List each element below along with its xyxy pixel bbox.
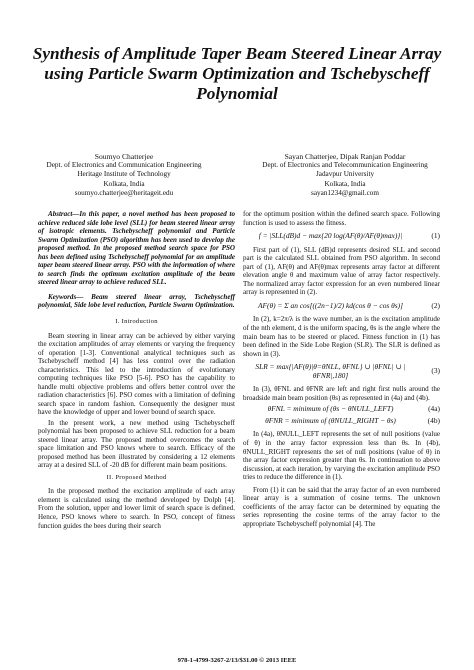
equation-3-number: (3): [431, 366, 440, 376]
author-1-city: Kolkata, India: [103, 179, 145, 188]
author-1-name: Soumyo Chatterjee: [94, 152, 154, 161]
equation-4a-body: θFNL = minimum of (θs − θNULL_LEFT): [267, 404, 394, 414]
copyright-footer: 978-1-4799-3267-2/13/$31.00 © 2013 IEEE: [177, 657, 297, 664]
abstract-text: In this paper, a novel method has been proposed to achieve reduced side lobe level (SLL) for beam steered linear array of isotropic elements. Tschebyscheff polynomial and Particle Swarm Optimization (PSO) algorithm has been used to develop the proposed method. In the proposed method search space for PSO has been defined using Tschebyscheff polynomial for an amplitude taper beam steered linear array. PSO with the information of where to search finds the optimum excitation amplitude of the beam steered linear array to achieve reduced SLL.: [38, 210, 235, 287]
equation-1-body: f = |SLL(dB)d − max{20 log(AF(θ)/AF(θ)max)}|: [258, 231, 403, 241]
intro-paragraph-2: In the present work, a new method using Tschebyscheff polynomial has been proposed to achieve SLL reduction for a beam steered linear array. The proposed method overcomes the search space limitation and PSO knows where to search. Efficacy of the proposed method has been illustrated by considering a 12 elements array at a desired SLL of -20 dB for different main beam positions.: [38, 418, 235, 470]
keywords: Keywords— Beam steered linear array, Tschebyscheff polynomial, Side lobe level reduction, Particle Swarm Optimization.: [38, 292, 236, 310]
right-paragraph-3: In (2), k=2π/λ is the wave number, an is the excitation amplitude of the nth element, d is the uniform spacing, θs is the angle where the main beam has to be steered or placed. Fitness function in (1) has been defined in the Side Lobe Region (SLR). The SLR is defined as shown in (3).: [243, 315, 440, 358]
equation-4b-number: (4b): [427, 415, 440, 425]
author-1-dept: Dept. of Electronics and Communication Engineering: [46, 161, 202, 170]
author-2-email: sayan1234@gmail.com: [311, 188, 379, 197]
author-2-name: Sayan Chatterjee, Dipak Ranjan Poddar: [284, 152, 406, 161]
equation-1-number: (1): [431, 231, 440, 241]
equation-3: [243, 363, 440, 380]
section-heading-method: II. Proposed Method: [106, 473, 167, 481]
equation-4b: [243, 417, 440, 426]
left-column: [38, 210, 235, 532]
equation-4a-number: (4a): [428, 404, 440, 414]
section-heading-introduction: I. Introduction: [115, 318, 158, 326]
author-2-dept: Dept. of Electronics and Telecommunication Engineering: [262, 161, 428, 170]
author-2-city: Kolkata, India: [324, 179, 366, 188]
author-1-email: soumyo.chatterjee@heritageit.edu: [74, 188, 174, 197]
equation-2-number: (2): [431, 300, 440, 310]
equation-1: [243, 232, 440, 241]
author-2-inst: Jadavpur University: [315, 170, 375, 179]
equation-4b-body: θFNR = minimum of (θNULL_RIGHT − θs): [265, 415, 396, 425]
author-2: [236, 152, 454, 198]
keywords-text: Beam steered linear array, Tschebyscheff polynomial, Side lobe level reduction, Particle Swarm Optimization.: [38, 292, 236, 310]
equation-2-body: AF(θ) = Σ an cos[((2n−1)/2) kd(cos θ − cos θs)]: [258, 300, 403, 310]
abstract: Abstract—In this paper, a novel method has been proposed to achieve reduced side lobe level (SLL) for beam steered linear array of isotropic elements. Tschebyscheff polynomial and Particle Swarm Optimization (PSO) algorithm has been used to develop the proposed method. In the proposed method search space for PSO has been defined using Tschebyscheff polynomial for an amplitude taper beam steered linear array. PSO with the information of where to search finds the optimum excitation amplitude of the beam steered linear array to achieve reduced SLL.: [38, 210, 235, 287]
right-paragraph-4: In (3), θFNL and θFNR are left and right first nulls around the broadside main beam position (θs) as represented in (4a) and (4b).: [243, 385, 440, 402]
equation-2: [243, 302, 440, 311]
author-1: [20, 152, 228, 198]
author-1-inst: Heritage Institute of Technology: [77, 170, 171, 179]
equation-3-body: SLR = max{|AF(θ)|θ=θNLL, θFNL} ∪ |θFNL| ∪ |θFNR|,180]: [255, 362, 406, 380]
right-paragraph-1: for the optimum position within the defined search space. Following function is used to assess the fitness.: [243, 210, 440, 227]
paper-title: Synthesis of Amplitude Taper Beam Steered Linear Array using Particle Swarm Optimization and Tschebyscheff Polynomial: [32, 44, 442, 103]
equation-4a: [243, 405, 440, 414]
method-paragraph-1: In the proposed method the excitation amplitude of each array element is calculated using the method developed by Dolph [4]. From the solution, upper and lower limit of search space is defined. Hence, PSO knows where to search. In PSO, concept of fitness function guides the bees during their search: [38, 487, 235, 530]
right-column: [243, 210, 440, 530]
right-paragraph-5: In (4a), θNULL_LEFT represents the set of null positions (value of θ) in the array factor expression less than θs. In (4b), θNULL_RIGHT represents the set of null positions (value of θ) in the array factor expression greater than θs. In continuation to above discussion, at each iteration, by varying the excitation amplitude PSO tries to reduce the difference in (1).: [243, 430, 440, 482]
intro-paragraph-1: Beam steering in linear array can be achieved by either varying the excitation amplitudes of array elements or varying the frequency of operation [1-3]. Conventional analytical techniques such as Tschebyscheff method [4] has less control over the radiation characteristics. This led to the introduction of evolutionary computing techniques like PSO [5-6]. PSO has the capability to handle multi objective problems and offers better control over the radiation characteristics [6]. PSO comes with a limitation of defining search space in random fashion. Consequently the designer must have the knowledge of upper and lower bound of search space.: [38, 331, 235, 417]
right-paragraph-2: First part of (1), SLL (dB)d represents desired SLL and second part is the calculated SLL obtained from PSO algorithm. In second part of (1), AF(θ) and AF(θ)max represents array factor at different elevation angle θ and maximum value of array factor respectively. The normalized array factor expression for an even numbered linear array is represented in (2).: [243, 245, 440, 297]
right-paragraph-6: From (1) it can be said that the array factor of an even numbered linear array is a summation of cosine terms. The unknown coefficients of the array factor can be determined by equating the series representing the cosine terms of the array factor to the appropriate Tschebyscheff polynomial [4]. The: [243, 485, 440, 528]
abstract-label: Abstract: [48, 210, 73, 218]
keywords-label: Keywords: [48, 292, 77, 301]
